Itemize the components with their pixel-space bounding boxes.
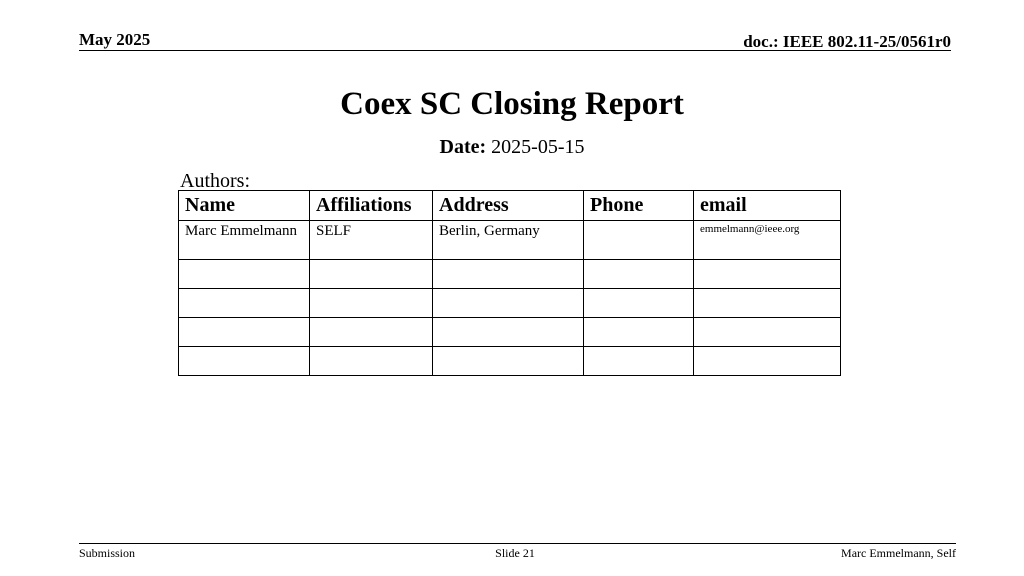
cell-affiliation bbox=[310, 318, 433, 347]
header-email: email bbox=[694, 191, 841, 221]
table-header-row bbox=[179, 191, 841, 221]
footer-slide-number: Slide 21 bbox=[495, 546, 535, 560]
date-value: 2025-05-15 bbox=[491, 136, 585, 158]
date-line bbox=[0, 135, 1024, 159]
table-row bbox=[179, 347, 841, 376]
cell-affiliation bbox=[310, 260, 433, 289]
authors-table bbox=[178, 190, 841, 376]
cell-affiliation bbox=[310, 347, 433, 376]
cell-address bbox=[433, 260, 584, 289]
authors-label: Authors: bbox=[180, 170, 250, 192]
cell-email bbox=[694, 347, 841, 376]
cell-affiliation: SELF bbox=[310, 221, 433, 260]
cell-name: Marc Emmelmann bbox=[179, 221, 310, 260]
header-affiliations: Affiliations bbox=[310, 191, 433, 221]
cell-email: emmelmann@ieee.org bbox=[694, 221, 841, 260]
cell-phone bbox=[584, 318, 694, 347]
slide-title: Coex SC Closing Report bbox=[340, 86, 684, 122]
cell-phone bbox=[584, 289, 694, 318]
table-row bbox=[179, 260, 841, 289]
header-date: May 2025 bbox=[79, 30, 151, 49]
header-phone: Phone bbox=[584, 191, 694, 221]
header-address: Address bbox=[433, 191, 584, 221]
cell-name bbox=[179, 347, 310, 376]
cell-email bbox=[694, 289, 841, 318]
cell-name bbox=[179, 260, 310, 289]
cell-phone bbox=[584, 260, 694, 289]
footer-submission: Submission bbox=[79, 546, 136, 560]
cell-phone bbox=[584, 221, 694, 260]
cell-email bbox=[694, 318, 841, 347]
cell-phone bbox=[584, 347, 694, 376]
date-label: Date: bbox=[439, 136, 487, 158]
footer-divider bbox=[79, 543, 956, 544]
cell-email bbox=[694, 260, 841, 289]
cell-address bbox=[433, 289, 584, 318]
cell-address: Berlin, Germany bbox=[433, 221, 584, 260]
footer-author: Marc Emmelmann, Self bbox=[841, 546, 956, 560]
cell-name bbox=[179, 318, 310, 347]
cell-name bbox=[179, 289, 310, 318]
table-row bbox=[179, 318, 841, 347]
cell-address bbox=[433, 318, 584, 347]
header-name: Name bbox=[179, 191, 310, 221]
table-row bbox=[179, 289, 841, 318]
cell-affiliation bbox=[310, 289, 433, 318]
header-divider bbox=[79, 50, 951, 51]
cell-address bbox=[433, 347, 584, 376]
header-doc-id: doc.: IEEE 802.11-25/0561r0 bbox=[743, 32, 951, 51]
table-row bbox=[179, 221, 841, 260]
